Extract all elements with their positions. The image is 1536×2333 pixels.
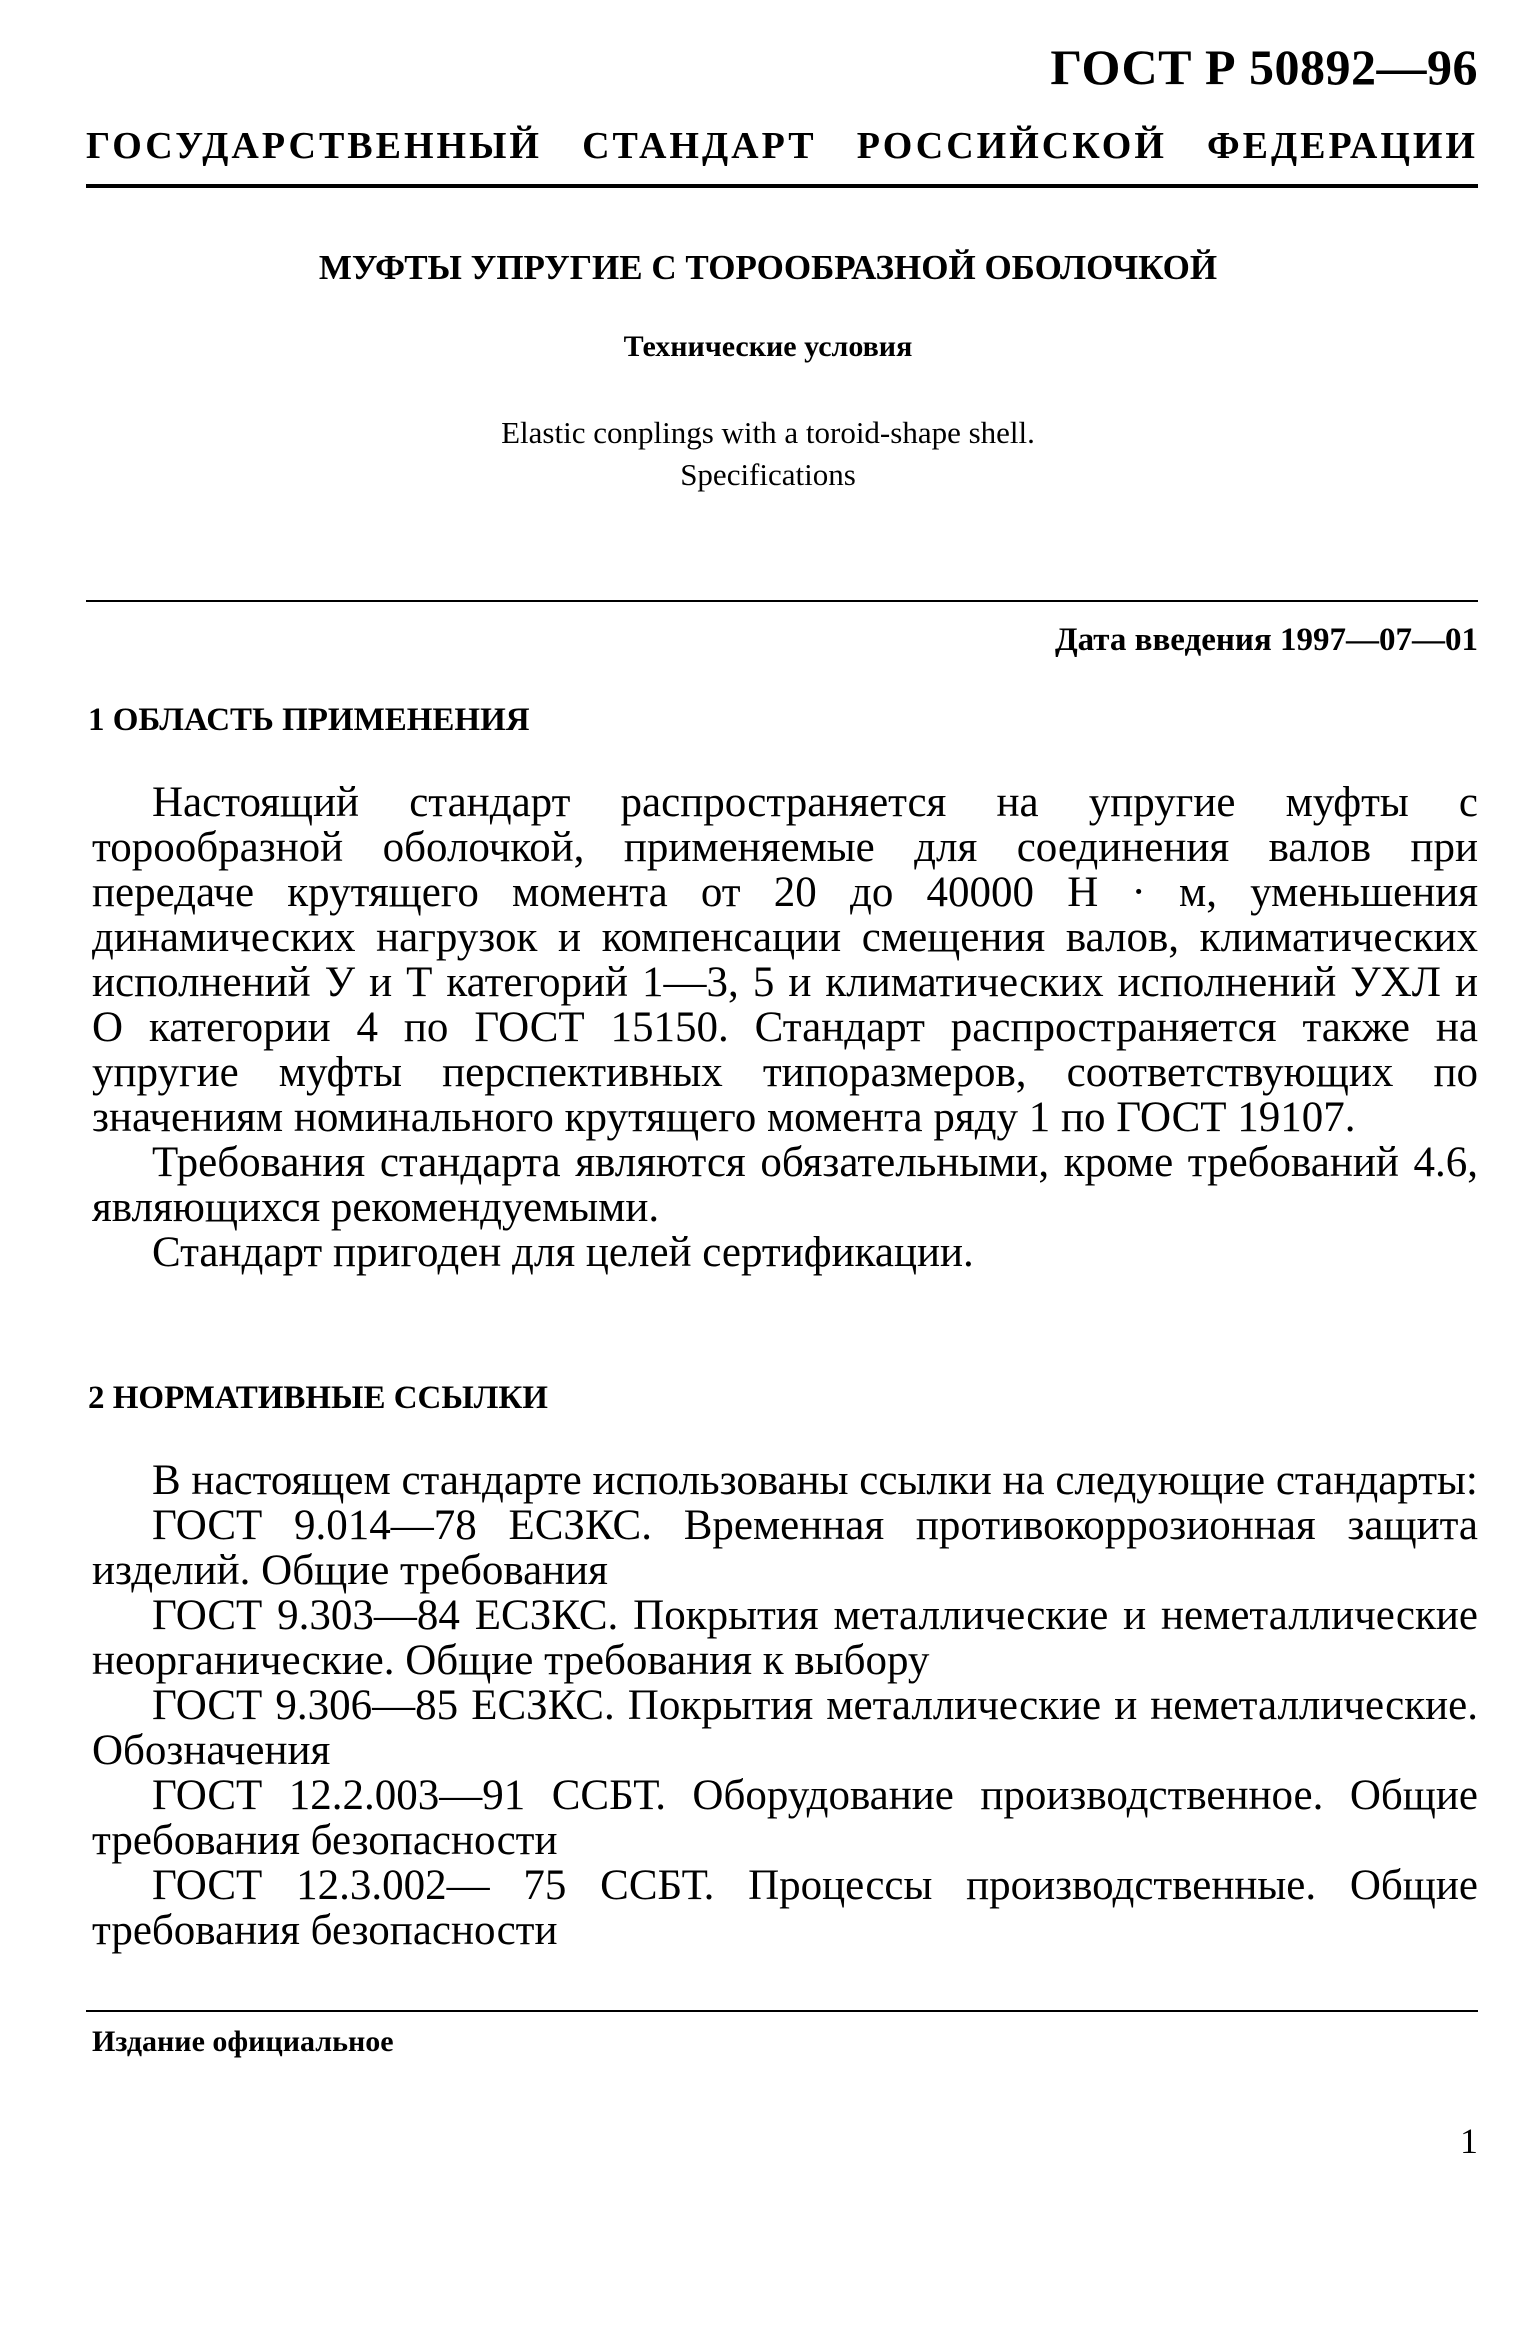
section-heading-scope: 1 ОБЛАСТЬ ПРИМЕНЕНИЯ	[88, 702, 530, 738]
section-heading-references: 2 НОРМАТИВНЫЕ ССЫЛКИ	[88, 1380, 548, 1416]
document-title: МУФТЫ УПРУГИЕ С ТОРООБРАЗНОЙ ОБОЛОЧКОЙ	[318, 248, 1218, 287]
standard-header	[86, 124, 1478, 168]
header-word: ГОСУДАРСТВЕННЫЙ	[86, 125, 542, 167]
paragraph: Настоящий стандарт распространяется на упругие муфты с торообразной оболочкой, применяемые для соединения валов при передаче крутящего момента от 20 до 40000 Н · м, уменьшения динамических нагрузок и компенсации смещения валов, климатических исполнений У и Т категорий 1—3, 5 и климатических исполнений УХЛ и О категории 4 по ГОСТ 15150. Стандарт распространяется также на упругие муфты перспективных типоразмеров, соответствующих по значениям номинального крутящего момента ряду 1 по ГОСТ 19107.	[92, 779, 1478, 1141]
english-title-line: Elastic conplings with a toroid-shape shell.	[501, 415, 1035, 450]
introduction-date: Дата введения 1997—07—01	[1054, 622, 1478, 658]
reference-item: ГОСТ 12.3.002— 75 ССБТ. Процессы производственные. Общие требования безопасности	[92, 1862, 1478, 1954]
header-divider	[86, 184, 1478, 188]
paragraph: Требования стандарта являются обязательными, кроме требований 4.6, являющихся рекомендуемыми.	[92, 1139, 1478, 1231]
english-title	[0, 412, 1536, 496]
english-title-line: Specifications	[680, 457, 856, 492]
paragraph: В настоящем стандарте использованы ссылки на следующие стандарты:	[152, 1457, 1478, 1504]
section-body-references	[92, 1458, 1478, 1953]
page-number: 1	[1460, 2121, 1478, 2161]
header-word: ФЕДЕРАЦИИ	[1207, 125, 1478, 167]
footer-divider	[86, 2010, 1478, 2012]
header-word: РОССИЙСКОЙ	[856, 125, 1167, 167]
reference-item: ГОСТ 9.014—78 ЕСЗКС. Временная противокоррозионная защита изделий. Общие требования	[92, 1502, 1478, 1594]
document-subtitle: Технические условия	[623, 330, 913, 363]
header-word: СТАНДАРТ	[582, 125, 817, 167]
standard-number: ГОСТ Р 50892—96	[1050, 39, 1478, 95]
reference-item: ГОСТ 12.2.003—91 ССБТ. Оборудование производственное. Общие требования безопасности	[92, 1772, 1478, 1864]
edition-label: Издание официальное	[92, 2025, 394, 2058]
reference-item: ГОСТ 9.303—84 ЕСЗКС. Покрытия металлические и неметаллические неорганические. Общие требования к выбору	[92, 1592, 1478, 1684]
title-divider	[86, 600, 1478, 602]
reference-item: ГОСТ 9.306—85 ЕСЗКС. Покрытия металлические и неметаллические. Обозначения	[92, 1682, 1478, 1774]
section-body-scope	[92, 780, 1478, 1275]
paragraph: Стандарт пригоден для целей сертификации.	[152, 1229, 974, 1276]
